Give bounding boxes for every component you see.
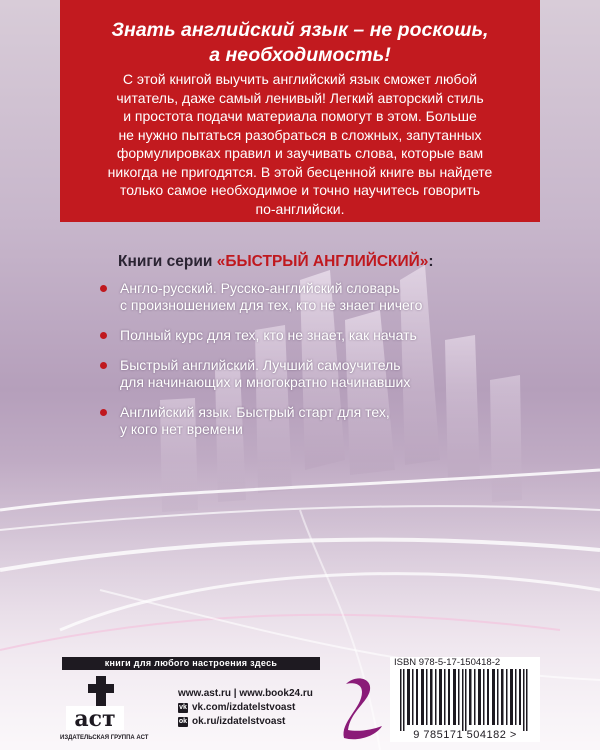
tagline-bar: книги для любого настроения здесь (62, 657, 320, 670)
book-title-line: Англо-русский. Русско-английский словарь (120, 280, 400, 296)
vk-row (178, 701, 313, 715)
vk-icon: vk (179, 704, 187, 711)
barcode-digits: 9 785171 504182 > (413, 729, 517, 741)
intro-line: по-английски. (255, 200, 345, 217)
series-heading (118, 253, 434, 271)
headline-line-2: а необходимость! (209, 44, 391, 66)
ast-logo-text: аст (74, 706, 116, 732)
book-title-line: с произношением для тех, кто не знает ничего (120, 297, 423, 313)
intro-line: не нужно пытаться разобраться в сложных, запутанных (118, 126, 482, 143)
publisher-name: ИЗДАТЕЛЬСКАЯ ГРУППА АСТ (60, 735, 149, 741)
intro-line: читатель, даже самый ленивый! Легкий авторский стиль (116, 89, 484, 106)
website-links[interactable]: www.ast.ru | www.book24.ru (178, 688, 313, 699)
vk-link[interactable]: vk.com/izdatelstvoast (192, 702, 296, 713)
ok-icon: ok (178, 718, 188, 725)
book-title-line: у кого нет времени (120, 421, 243, 437)
series-suffix: : (428, 253, 434, 270)
barcode-icon (394, 669, 536, 731)
ok-row (178, 715, 313, 729)
intro-line: только самое необходимое и точно научитесь говорить (119, 182, 481, 198)
bullet-icon (100, 332, 107, 339)
book-list (100, 280, 460, 451)
intro-line: и простота подачи материала помогут в этом. Больше (123, 108, 477, 124)
barcode-area (390, 657, 540, 742)
bullet-icon (100, 362, 107, 369)
bullet-icon (100, 409, 107, 416)
headline-line-1: Знать английский язык – не роскошь, (111, 19, 489, 41)
intro-line: никогда не пригодятся. В этой бесценной книге вы найдете (107, 163, 493, 180)
series-name: «БЫСТРЫЙ АНГЛИЙСКИЙ» (216, 253, 429, 270)
book-list-item (100, 280, 460, 314)
publisher-links (178, 687, 313, 729)
isbn-number: ISBN 978-5-17-150418-2 (394, 657, 501, 668)
bullet-icon (100, 285, 107, 292)
book-title-line: Быстрый английский. Лучший самоучитель (120, 357, 401, 373)
intro-line: С этой книгой выучить английский язык сможет любой (122, 71, 478, 87)
intro-line: формулировках правил и заучивать слова, которые вам (116, 145, 484, 161)
book-list-item (100, 404, 460, 438)
ast-logo-icon (66, 676, 124, 732)
book-title-line: Английский язык. Быстрый старт для тех, (120, 404, 390, 420)
book-title-line: для начинающих и многократно начинавших (120, 374, 411, 390)
headline (60, 18, 540, 68)
intro-paragraph (90, 70, 510, 218)
ok-link[interactable]: ok.ru/izdatelstvoast (192, 716, 286, 727)
book-list-item (100, 357, 460, 391)
series-prefix: Книги серии (118, 253, 213, 270)
book-list-item (100, 327, 460, 344)
imprint-l-logo-icon (336, 672, 388, 742)
websites (178, 687, 313, 701)
book-title-line: Полный курс для тех, кто не знает, как начать (120, 327, 417, 343)
